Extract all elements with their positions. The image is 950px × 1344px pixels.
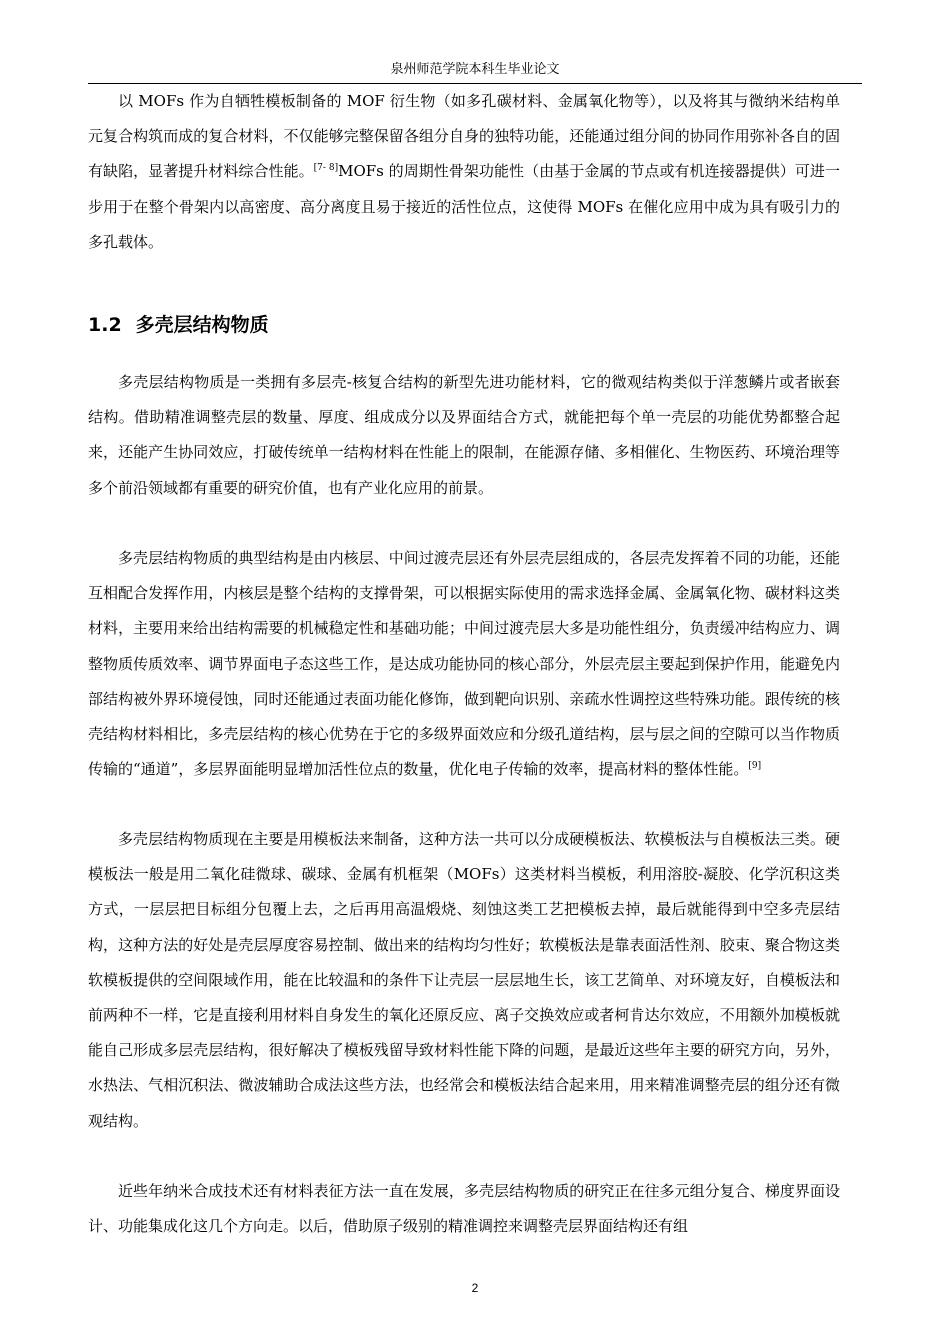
page-header bbox=[88, 60, 862, 84]
paragraph-text: 以 MOFs 作为自牺牲模板制备的 MOF 衍生物（如多孔碳材料、金属氧化物等），以及将其与微纳米结构单元复合构筑而成的复合材料，不仅能够完整保留各组分自身的独特功能，还能通过组分间的协同作用弥补各自的固有缺陷，显著提升材料综合性能。 bbox=[88, 92, 840, 181]
citation: [7- 8] bbox=[313, 163, 339, 174]
paragraph-text: 多壳层结构物质是一类拥有多层壳-核复合结构的新型先进功能材料，它的微观结构类似于洋葱鳞片或者嵌套结构。借助精准调整壳层的数量、厚度、组成成分以及界面结合方式，就能把每个单一壳层的功能优势都整合起来，还能产生协同效应，打破传统单一结构材料在性能上的限制，在能源存储、多相催化、生物医药、环境治理等多个前沿领域都有重要的研究价值，也有产业化应用的前景。 bbox=[88, 373, 840, 497]
paragraph-multishell-outlook bbox=[88, 1174, 840, 1244]
paragraph-multishell-intro bbox=[88, 365, 840, 506]
paragraph-multishell-preparation bbox=[88, 822, 840, 1139]
paragraph-text: 多壳层结构物质现在主要是用模板法来制备，这种方法一共可以分成硬模板法、软模板法与自模板法三类。硬模板法一般是用二氧化硅微球、碳球、金属有机框架（MOFs）这类材料当模板，利用溶胶-凝胶、化学沉积这类方式，一层层把目标组分包覆上去，之后再用高温煅烧、刻蚀这类工艺把模板去掉，最后就能得到中空多壳层结构，这种方法的好处是壳层厚度容易控制、做出来的结构均匀性好；软模板法是靠表面活性剂、胶束、聚合物这类软模板提供的空间限域作用，能在比较温和的条件下让壳层一层层地生长，该工艺简单、对环境友好，自模板法和前两种不一样，它是直接利用材料自身发生的氧化还原反应、离子交换效应或者柯肯达尔效应，不用额外加模板就能自己形成多层壳层结构，很好解决了模板残留导致材料性能下降的问题，是最近这些年主要的研究方向，另外，水热法、气相沉积法、微波辅助合成法这些方法，也经常会和模板法结合起来用，用来精准调整壳层的组分还有微观结构。 bbox=[88, 830, 840, 1130]
paragraph-text: 近些年纳米合成技术还有材料表征方法一直在发展，多壳层结构物质的研究正在往多元组分复合、梯度界面设计、功能集成化这几个方向走。以后，借助原子级别的精准调控来调整壳层界面结构还有组 bbox=[88, 1182, 840, 1236]
paragraph-text: MOFs 的周期性骨架功能性（由基于金属的节点或有机连接器提供）可进一步用于在整个骨架内以高密度、高分离度且易于接近的活性位点，这使得 MOFs 在催化应用中成为具有吸引力的多孔载体。 bbox=[88, 162, 840, 251]
section-number: 1.2 bbox=[88, 314, 122, 336]
paragraph-multishell-structure bbox=[88, 541, 840, 787]
paragraph-text: 多壳层结构物质的典型结构是由内核层、中间过渡壳层还有外层壳层组成的，各层壳发挥着不同的功能，还能互相配合发挥作用，内核层是整个结构的支撑骨架，可以根据实际使用的需求选择金属、金属氧化物、碳材料这类材料，主要用来给出结构需要的机械稳定性和基础功能；中间过渡壳层大多是功能性组分，负责缓冲结构应力、调整物质传质效率、调节界面电子态这些工作，是达成功能协同的核心部分，外层壳层主要起到保护作用，能避免内部结构被外界环境侵蚀，同时还能通过表面功能化修饰，做到靶向识别、亲疏水性调控这些特殊功能。跟传统的核壳结构材料相比，多壳层结构的核心优势在于它的多级界面效应和分级孔道结构，层与层之间的空隙可以当作物质传输的“通道”，多层界面能明显增加活性位点的数量，优化电子传输的效率，提高材料的整体性能。 bbox=[88, 549, 840, 779]
citation: [9] bbox=[748, 761, 762, 772]
paragraph-mofs-derivatives bbox=[88, 84, 840, 260]
header-title: 泉州师范学院本科生毕业论文 bbox=[390, 62, 560, 77]
page-number: 2 bbox=[471, 1281, 479, 1295]
section-title: 多壳层结构物质 bbox=[135, 314, 269, 336]
section-heading bbox=[88, 310, 269, 340]
